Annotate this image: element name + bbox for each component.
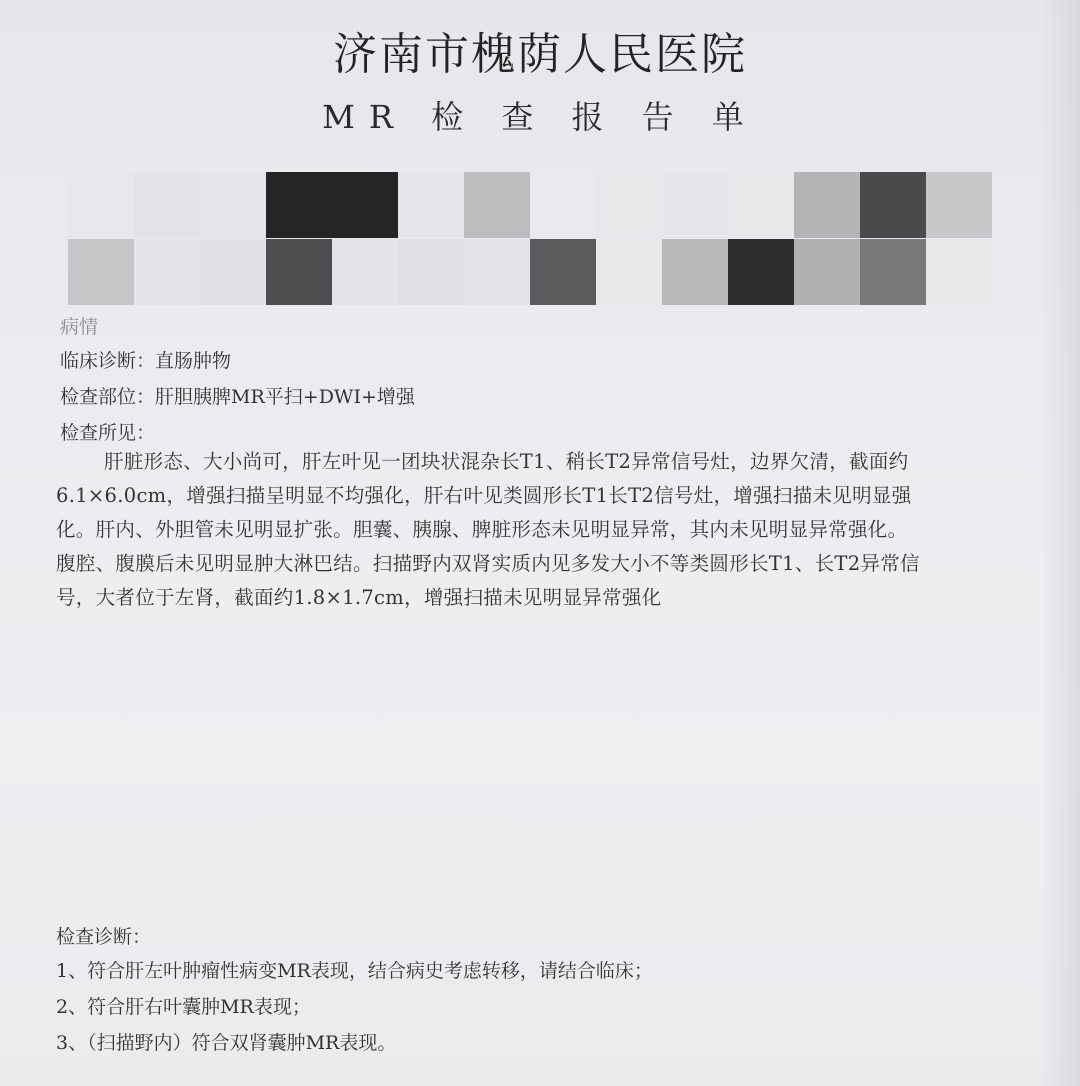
mosaic-cell (728, 172, 794, 238)
mosaic-cell (332, 239, 398, 305)
findings-line: 化。肝内、外胆管未见明显扩张。胆囊、胰腺、脾脏形态未见明显异常，其内未见明显异常强化。 (56, 518, 908, 541)
findings-line: 号，大者位于左肾，截面约1.8×1.7cm，增强扫描未见明显异常强化 (56, 586, 662, 609)
conclusion-item: 1、符合肝左叶肿瘤性病变MR表现，结合病史考虑转移，请结合临床； (56, 960, 653, 982)
mosaic-cell (860, 172, 926, 238)
mosaic-cell (200, 172, 266, 238)
privacy-mosaic (0, 172, 1080, 306)
clinical-diagnosis (60, 346, 231, 373)
findings-line: 腹腔、腹膜后未见明显肿大淋巴结。扫描野内双肾实质内见多发大小不等类圆形长T1、长T2异常信 (56, 552, 920, 575)
conclusion-item: 2、符合肝右叶囊肿MR表现； (56, 996, 311, 1018)
conclusion-item: 3、（扫描野内）符合双肾囊肿MR表现。 (56, 1032, 397, 1054)
mosaic-cell (926, 172, 992, 238)
findings-line: 6.1×6.0cm，增强扫描呈明显不均强化，肝右叶见类圆形长T1长T2信号灶，增强扫描未见明显强 (56, 484, 912, 507)
mosaic-cell (926, 239, 992, 305)
exam-site (60, 382, 415, 409)
mosaic-cell (794, 239, 860, 305)
mosaic-cell (332, 172, 398, 238)
findings-label: 检查所见： (60, 422, 156, 444)
findings-text (56, 445, 1066, 615)
mosaic-cell (530, 172, 596, 238)
mosaic-cell (530, 239, 596, 305)
mosaic-cell (728, 239, 794, 305)
mosaic-cell (596, 172, 662, 238)
conclusion-label: 检查诊断： (56, 926, 152, 948)
mosaic-cell (266, 239, 332, 305)
mosaic-cell (134, 172, 200, 238)
mosaic-cell (68, 172, 134, 238)
mosaic-cell (860, 239, 926, 305)
mosaic-cell (266, 172, 332, 238)
clinical-diagnosis-label: 临床诊断： (60, 350, 156, 372)
findings-line: 肝脏形态、大小尚可，肝左叶见一团块状混杂长T1、稍长T2异常信号灶，边界欠清，截面约 (104, 450, 909, 473)
exam-site-label: 检查部位： (60, 386, 156, 408)
mosaic-cell (662, 239, 728, 305)
mosaic-cell (398, 172, 464, 238)
mosaic-cell (662, 172, 728, 238)
hospital-name: 济南市槐荫人民医院 (333, 29, 747, 80)
mosaic-cell (134, 239, 200, 305)
report-title: MR 检 查 报 告 单 (322, 98, 758, 136)
mosaic-cell (398, 239, 464, 305)
clinical-diagnosis-value: 直肠肿物 (155, 350, 232, 372)
exam-site-value: 肝胆胰脾MR平扫+DWI+增强 (155, 386, 415, 408)
mosaic-cell (464, 172, 530, 238)
mosaic-cell (794, 172, 860, 238)
mosaic-cell (464, 239, 530, 305)
obscured-label: 病情 (60, 316, 99, 338)
mosaic-cell (596, 239, 662, 305)
mosaic-cell (200, 239, 266, 305)
mosaic-cell (68, 239, 134, 305)
